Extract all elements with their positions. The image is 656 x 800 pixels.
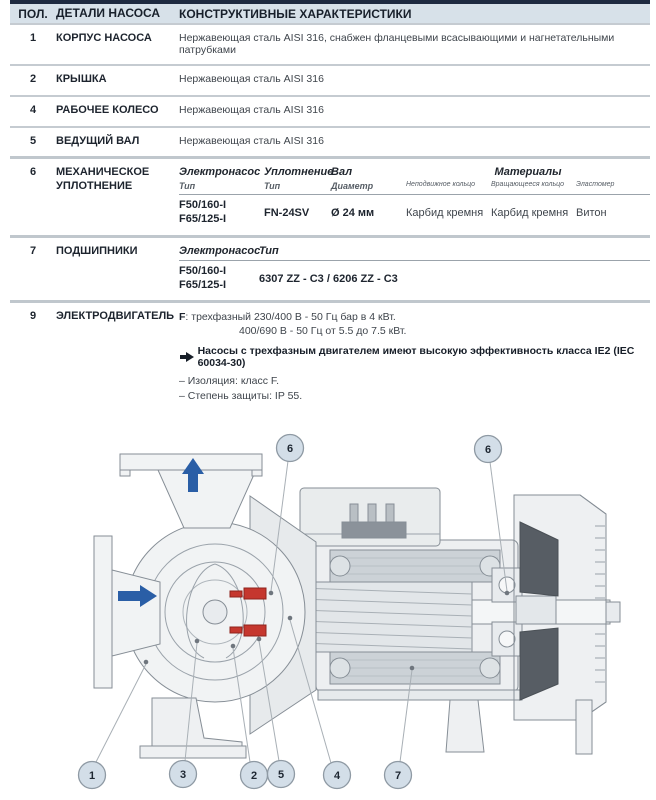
subtable-rule bbox=[179, 194, 650, 195]
row-pos: 2 bbox=[29, 73, 37, 85]
col-seal: Уплотнение bbox=[264, 166, 334, 179]
row-pos: 1 bbox=[29, 32, 37, 44]
cover-support bbox=[576, 700, 592, 754]
header-spec: КОНСТРУКТИВНЫЕ ХАРАКТЕРИСТИКИ bbox=[179, 6, 412, 21]
svg-text:2: 2 bbox=[250, 770, 258, 782]
rotating-ring-value: Карбид кремня bbox=[491, 207, 569, 219]
table-row bbox=[10, 64, 650, 95]
motor-line1: : трехфазный 230/400 В - 50 Гц бар в 4 кВт. bbox=[185, 311, 396, 324]
sub-rotating: Вращающееся кольцо bbox=[491, 181, 565, 189]
pump-models: F50/160-I F65/125-I bbox=[179, 264, 227, 291]
callout-4 bbox=[324, 762, 351, 789]
row-pos: 7 bbox=[29, 244, 37, 257]
callout-5 bbox=[268, 761, 295, 788]
svg-text:4: 4 bbox=[333, 770, 341, 782]
row-part-name: ЭЛЕКТРОДВИГАТЕЛЬ bbox=[56, 310, 175, 323]
col-materials: Материалы bbox=[494, 166, 562, 179]
row-spec-text: Нержавеющая сталь AISI 316 bbox=[179, 134, 324, 147]
callout-3 bbox=[170, 761, 197, 788]
col-type: Тип bbox=[259, 244, 279, 257]
motor-line2: 400/690 В - 50 Гц от 5.5 до 7.5 кВт. bbox=[239, 325, 407, 338]
row-part-name: МЕХАНИЧЕСКОЕ УПЛОТНЕНИЕ bbox=[56, 166, 150, 192]
row-part-name: КРЫШКА bbox=[56, 73, 107, 85]
end-winding-loop bbox=[480, 658, 500, 678]
end-winding-loop bbox=[330, 556, 350, 576]
pump-drawing bbox=[0, 400, 656, 800]
row-spec-text: Нержавеющая сталь AISI 316 bbox=[179, 103, 324, 116]
sub-type2: Тип bbox=[264, 181, 281, 192]
bearings-subtable bbox=[179, 245, 650, 293]
sub-type1: Тип bbox=[179, 181, 196, 192]
bearing-type-value: 6307 ZZ - C3 / 6206 ZZ - C3 bbox=[259, 272, 398, 285]
discharge-throat bbox=[158, 470, 256, 528]
svg-text:1: 1 bbox=[88, 770, 96, 782]
row-part-name: ПОДШИПНИКИ bbox=[56, 244, 138, 257]
svg-text:6: 6 bbox=[286, 443, 294, 455]
motor-spec bbox=[179, 310, 650, 405]
end-winding-loop bbox=[330, 658, 350, 678]
svg-text:3: 3 bbox=[179, 769, 187, 781]
col-shaft: Вал bbox=[331, 166, 353, 179]
shaft-stub bbox=[606, 602, 620, 622]
pump-models: F50/160-I F65/125-I bbox=[179, 199, 227, 225]
table-row-bearings bbox=[10, 235, 650, 301]
motor-bullet: – Степень защиты: IP 55. bbox=[179, 390, 303, 403]
pump-base bbox=[140, 746, 246, 758]
motor-f-label: F bbox=[179, 311, 186, 324]
subtable-rule bbox=[179, 260, 650, 261]
terminal-block bbox=[342, 522, 406, 538]
row-pos: 6 bbox=[29, 166, 37, 179]
row-part-name: ВЕДУЩИЙ ВАЛ bbox=[56, 134, 140, 147]
seal-subtable bbox=[179, 166, 650, 227]
rotor bbox=[300, 582, 472, 652]
pump-foot bbox=[152, 698, 242, 752]
impeller-hub bbox=[203, 600, 227, 624]
pump-cross-section-diagram bbox=[0, 400, 656, 800]
callout-6-right bbox=[475, 436, 502, 463]
row-pos: 4 bbox=[29, 103, 37, 116]
table-row bbox=[10, 126, 650, 157]
row-pos: 5 bbox=[29, 134, 37, 147]
row-part-name: РАБОЧЕЕ КОЛЕСО bbox=[56, 103, 159, 116]
motor-rail bbox=[318, 690, 522, 700]
table-row bbox=[10, 95, 650, 126]
table-row-seal bbox=[10, 156, 650, 235]
table-header bbox=[10, 4, 650, 23]
table-row-motor bbox=[10, 300, 650, 413]
motor-foot bbox=[446, 700, 484, 752]
stationary-ring-value: Карбид кремня bbox=[406, 207, 484, 219]
header-pos: ПОЛ. bbox=[18, 6, 48, 21]
callout-6-left bbox=[277, 435, 304, 462]
row-spec-text: Нержавеющая сталь AISI 316, снабжен фланцевыми всасывающими и нагнетательными патрубками bbox=[179, 32, 615, 56]
svg-text:6: 6 bbox=[484, 444, 492, 456]
table-row bbox=[10, 23, 650, 64]
sub-diameter: Диаметр bbox=[331, 181, 374, 192]
callout-7 bbox=[385, 762, 412, 789]
col-pump: Электронасос bbox=[179, 166, 261, 179]
seal-type-value: FN-24SV bbox=[264, 207, 310, 219]
callout-2 bbox=[241, 762, 268, 789]
row-spec-text: Нержавеющая сталь AISI 316 bbox=[179, 73, 324, 85]
sub-stationary: Неподвижное кольцо bbox=[406, 181, 476, 189]
callout-1 bbox=[79, 762, 106, 789]
spec-table bbox=[10, 0, 650, 413]
row-pos: 9 bbox=[29, 310, 37, 323]
col-pump: Электронасос bbox=[179, 244, 261, 257]
elastomer-value: Витон bbox=[576, 207, 607, 219]
shaft-diameter-value: Ø 24 мм bbox=[331, 207, 375, 219]
suction-pipe bbox=[112, 570, 160, 656]
row-part-name: КОРПУС НАСОСА bbox=[56, 32, 152, 44]
motor-note: Насосы с трехфазным двигателем имеют высокую эффективность класса IE2 (IEC 60034-30) bbox=[179, 345, 650, 369]
suction-flange bbox=[94, 536, 112, 688]
motor-bullet: – Изоляция: класс F. bbox=[179, 374, 280, 387]
fan-hub bbox=[516, 596, 556, 624]
header-part: ДЕТАЛИ НАСОСА bbox=[56, 6, 161, 20]
sub-elastomer: Эластомер bbox=[576, 181, 615, 189]
svg-text:5: 5 bbox=[277, 769, 285, 781]
svg-text:7: 7 bbox=[394, 770, 402, 782]
